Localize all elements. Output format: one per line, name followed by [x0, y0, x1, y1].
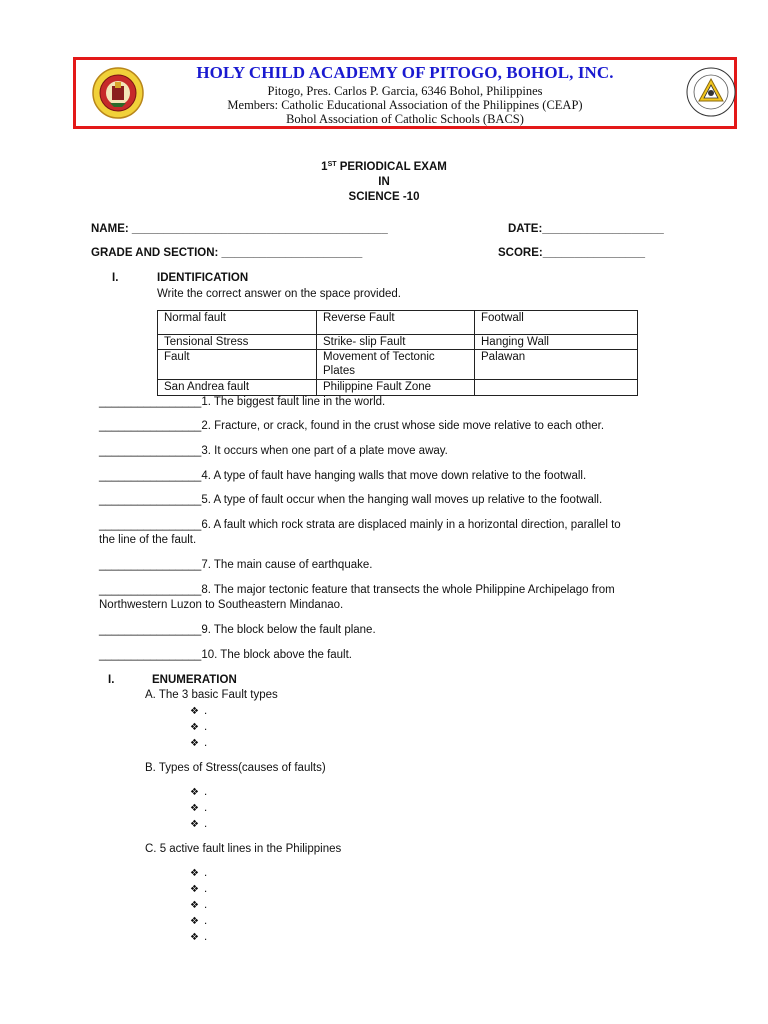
- table-cell: Footwall: [475, 311, 638, 335]
- answer-choices-table: [157, 310, 638, 396]
- diamond-bullet-icon: ❖: [190, 884, 199, 895]
- table-cell: Tensional Stress: [158, 335, 317, 350]
- section1-instruction: Write the correct answer on the space provided.: [157, 288, 401, 300]
- diamond-bullet-icon: ❖: [190, 706, 199, 717]
- exam-title-line1: 1ST PERIODICAL EXAM: [321, 161, 447, 173]
- enum-a-label: A. The 3 basic Fault types: [145, 689, 278, 701]
- section2-numeral: I.: [108, 674, 115, 686]
- enum-c-label: C. 5 active fault lines in the Philippines: [145, 843, 342, 855]
- question-10[interactable]: ________________10. The block above the fault.: [99, 649, 352, 661]
- table-cell: Philippine Fault Zone: [317, 380, 475, 396]
- section1-numeral: I.: [112, 272, 119, 284]
- section2-title: ENUMERATION: [152, 674, 237, 686]
- diamond-bullet-icon: ❖: [190, 900, 199, 911]
- diamond-bullet-icon: ❖: [190, 819, 199, 830]
- question-2[interactable]: ________________2. Fracture, or crack, found in the crust whose side move relative to each other.: [99, 420, 605, 432]
- enum-c-bullet[interactable]: ❖ .: [190, 867, 208, 879]
- diamond-bullet-icon: ❖: [190, 787, 199, 798]
- diamond-bullet-icon: ❖: [190, 738, 199, 749]
- question-6-continued: the line of the fault.: [99, 534, 197, 546]
- table-cell: Hanging Wall: [475, 335, 638, 350]
- question-8[interactable]: ________________8. The major tectonic feature that transects the whole Philippine Archipelago from: [99, 584, 615, 596]
- question-3[interactable]: ________________3. It occurs when one part of a plate move away.: [99, 445, 448, 457]
- table-cell: Normal fault: [158, 311, 317, 335]
- question-9[interactable]: ________________9. The block below the fault plane.: [99, 624, 376, 636]
- question-8-continued: Northwestern Luzon to Southeastern Mindanao.: [99, 599, 344, 611]
- enum-a-bullet[interactable]: ❖ .: [190, 737, 208, 749]
- enum-c-bullet[interactable]: ❖ .: [190, 915, 208, 927]
- diamond-bullet-icon: ❖: [190, 868, 199, 879]
- enum-c-bullet[interactable]: ❖ .: [190, 931, 208, 943]
- school-header: [73, 57, 737, 129]
- diamond-bullet-icon: ❖: [190, 803, 199, 814]
- school-name: HOLY CHILD ACADEMY OF PITOGO, BOHOL, INC.: [196, 63, 614, 82]
- question-1[interactable]: ________________1. The biggest fault line in the world.: [99, 396, 386, 408]
- enum-c-bullet[interactable]: ❖ .: [190, 883, 208, 895]
- table-row: [158, 311, 638, 335]
- enum-b-bullet[interactable]: ❖ .: [190, 818, 208, 830]
- enum-a-bullet[interactable]: ❖ .: [190, 705, 208, 717]
- members-line: Members: Catholic Educational Association of the Philippines (CEAP): [227, 98, 583, 112]
- section1-title: IDENTIFICATION: [157, 272, 249, 284]
- diamond-bullet-icon: ❖: [190, 722, 199, 733]
- score-field[interactable]: SCORE:________________: [498, 247, 646, 259]
- enum-c-bullet[interactable]: ❖ .: [190, 899, 208, 911]
- question-7[interactable]: ________________7. The main cause of earthquake.: [99, 559, 373, 571]
- table-cell: San Andrea fault: [158, 380, 317, 396]
- table-cell: Strike- slip Fault: [317, 335, 475, 350]
- enum-a-bullet[interactable]: ❖ .: [190, 721, 208, 733]
- table-cell: Movement of Tectonic Plates: [317, 350, 475, 380]
- table-cell: Palawan: [475, 350, 638, 380]
- question-6[interactable]: ________________6. A fault which rock strata are displaced mainly in a horizontal direction, parallel to: [99, 519, 621, 531]
- diamond-bullet-icon: ❖: [190, 932, 199, 943]
- enum-b-bullet[interactable]: ❖ .: [190, 802, 208, 814]
- table-cell: [475, 380, 638, 396]
- school-address: Pitogo, Pres. Carlos P. Garcia, 6346 Bohol, Philippines: [267, 84, 543, 98]
- question-5[interactable]: ________________5. A type of fault occur when the hanging wall moves up relative to the footwall.: [99, 494, 603, 506]
- table-row: [158, 380, 638, 396]
- bacs-logo: [686, 67, 736, 117]
- diamond-bullet-icon: ❖: [190, 916, 199, 927]
- table-cell: Reverse Fault: [317, 311, 475, 335]
- grade-section-field[interactable]: GRADE AND SECTION: ______________________: [91, 247, 363, 259]
- table-row: [158, 350, 638, 380]
- name-field[interactable]: NAME: ________________________________________: [91, 223, 388, 235]
- question-4[interactable]: ________________4. A type of fault have hanging walls that move down relative to the footwall.: [99, 470, 587, 482]
- table-cell: Fault: [158, 350, 317, 380]
- bacs-line: Bohol Association of Catholic Schools (BACS): [286, 112, 524, 126]
- enum-b-label: B. Types of Stress(causes of faults): [145, 762, 326, 774]
- table-row: [158, 335, 638, 350]
- date-field[interactable]: DATE:___________________: [508, 223, 664, 235]
- enum-b-bullet[interactable]: ❖ .: [190, 786, 208, 798]
- exam-title-line3: SCIENCE -10: [348, 191, 420, 203]
- exam-title-line2: IN: [378, 176, 390, 188]
